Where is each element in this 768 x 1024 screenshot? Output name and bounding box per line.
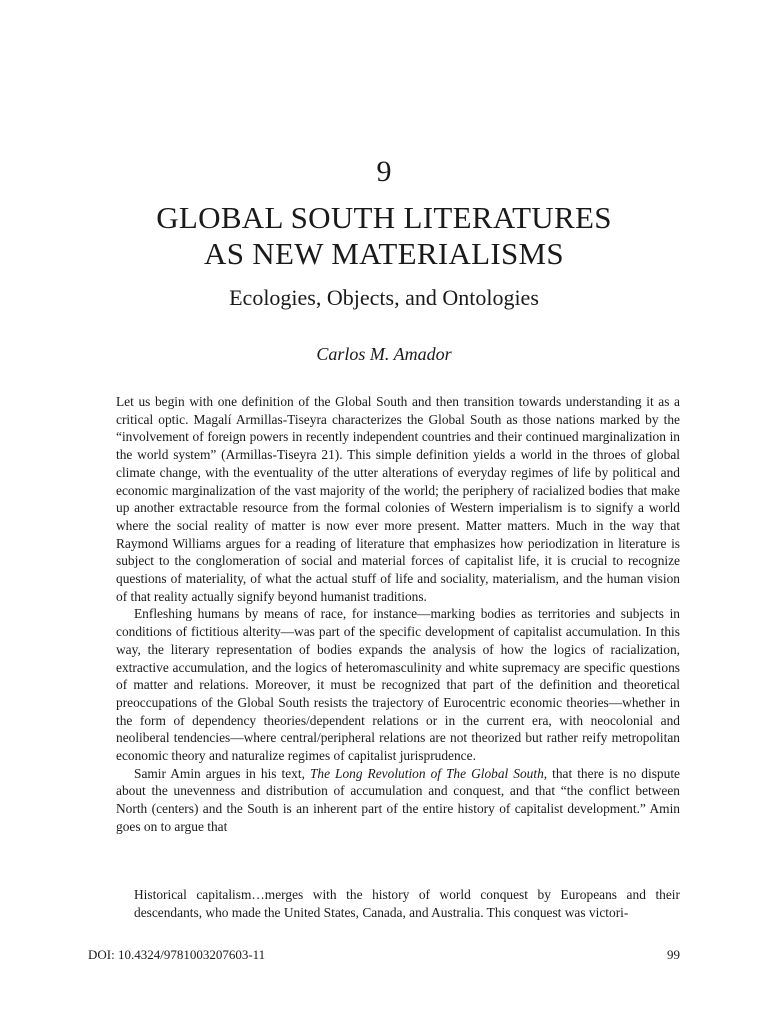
chapter-number: 9 [376,155,392,188]
doi-reference: DOI: 10.4324/9781003207603-11 [88,947,266,962]
paragraph-3 [116,765,680,836]
author-name: Carlos M. Amador [316,344,452,364]
chapter-subtitle: Ecologies, Objects, and Ontologies [229,285,539,310]
block-quote: Historical capitalism…merges with the history of world conquest by Europeans and their descendants, who made the United States, Canada, and Australia. This conquest was victori- [134,887,680,920]
book-title-citation: The Long Revolution of The Global South [309,765,544,781]
paragraph-2: Enfleshing humans by means of race, for instance—marking bodies as territories and subjects in conditions of fictitious alterity—was part of the specific development of capitalist accumulation. In this way, the literary representation of bodies expands the analysis of how the logics of racialization, extractive accumulation, and the logics of heteromasculinity and white supremacy are specific questions of matter and relations. Moreover, it must be recognized that part of the definition and theoretical preoccupations of the Global South resists the trajectory of Eurocentric economic theories—whether in the form of dependency theories/dependent relations or in the current era, with neocolonial and neoliberal tendencies—where central/peripheral relations are not theorized but rather reify metropolitan economic theory and naturalize regimes of capitalist jurisprudence. [116,606,680,764]
chapter-title-line-2: AS NEW MATERIALISMS [204,236,564,271]
chapter-title-line-1: GLOBAL SOUTH LITERATURES [156,200,612,235]
body-text [116,393,680,836]
paragraph-3-text-end: , that there is no dispute about the unevenness and distribution of accumulation and conquest, and that “the conflict between North (centers) and the South is an inherent part of the entire history of capitalist development.” Amin goes on to argue that [116,765,680,834]
page-number: 99 [667,947,680,962]
chapter-title [0,200,768,272]
paragraph-3-text-start: Samir Amin argues in his text, [134,765,310,781]
paragraph-1: Let us begin with one definition of the Global South and then transition towards understanding it as a critical optic. Magalí Armillas-Tiseyra characterizes the Global South as those nations marked by the “involvement of foreign powers in recently independent countries and their continued marginalization in the world system” (Armillas-Tiseyra 21). This simple definition yields a world in the throes of global climate change, with the eventuality of the utter alterations of everyday regimes of life by political and economic marginalization of the vast majority of the world; the periphery of racialized bodies that make up another extractable resource from the formal colonies of Western imperialism is to signify a world where the social reality of matter is now ever more present. Matter matters. Much in the way that Raymond Williams argues for a reading of literature that emphasizes how periodization in literature is subject to the conglomeration of social and material forces of capitalist life, it is crucial to recognize questions of materiality, of what the actual stuff of life and sociality, materialism, and the human vision of that reality actually signify beyond humanist traditions. [116,394,680,604]
